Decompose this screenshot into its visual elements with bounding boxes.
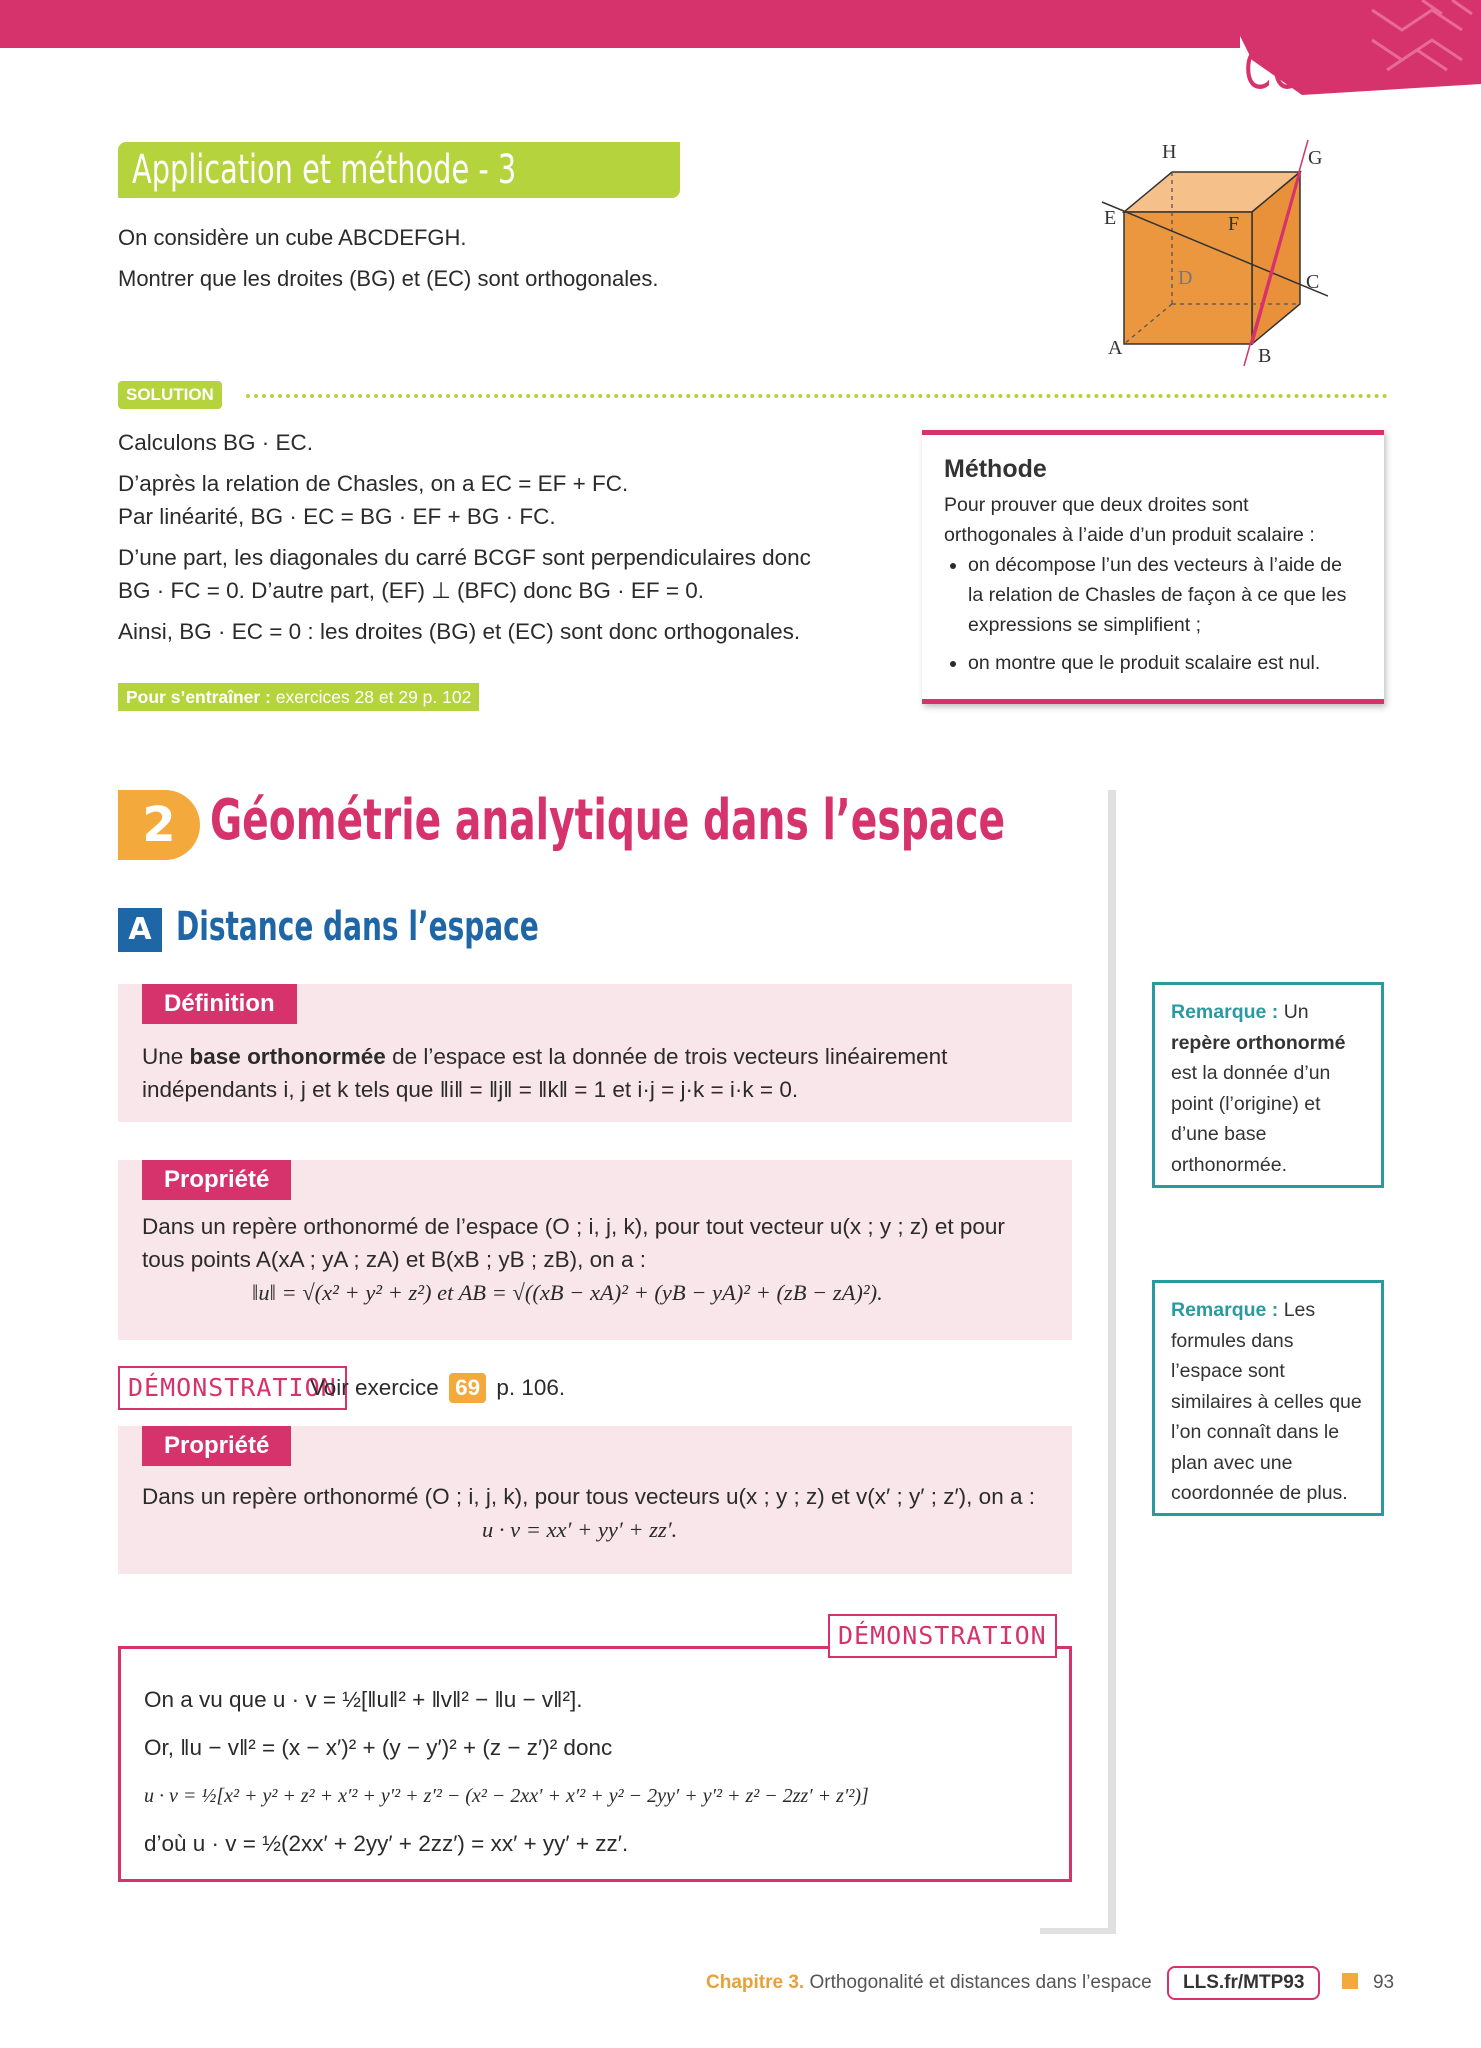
- remark-term: repère orthonormé: [1171, 1031, 1346, 1054]
- section-shadow: [1108, 790, 1116, 1930]
- remark-box: Remarque : Un repère orthonormé est la donnée d’un point (l’origine) et d’une base orthonormée.: [1152, 982, 1384, 1188]
- solution-line-3: Par linéarité, BG · EC = BG · EF + BG · FC.: [118, 504, 556, 529]
- method-title: Méthode: [944, 455, 1047, 483]
- subsection-letter: A: [118, 908, 162, 952]
- section-label: COURS: [1244, 38, 1386, 101]
- demonstration-reference: Voir exercice 69 p. 106.: [310, 1373, 565, 1403]
- solution-divider: [246, 394, 1388, 398]
- solution-tag: SOLUTION: [118, 381, 222, 409]
- method-box: [922, 430, 1384, 704]
- cube-label-h: H: [1162, 141, 1177, 163]
- solution-body: [118, 426, 898, 648]
- training-banner: [118, 683, 479, 711]
- property-text: [142, 1210, 1062, 1309]
- section-title: Géométrie analytique dans l’espace: [210, 788, 1006, 853]
- cube-label-g: G: [1308, 147, 1323, 169]
- property-tag: Propriété: [142, 1160, 291, 1200]
- footer: [706, 1966, 1394, 2000]
- definition-line-1: Une base orthonormée de l’espace est la donnée de trois vecteurs linéairement: [142, 1044, 948, 1069]
- remark-label: Remarque :: [1171, 1001, 1279, 1023]
- footer-chapter: Chapitre 3.: [706, 1972, 805, 1993]
- cube-label-d: D: [1178, 267, 1193, 289]
- footer-chapter-title: Orthogonalité et distances dans l’espace: [809, 1972, 1152, 1993]
- property-line: tous points A(xA ; yA ; zA) et B(xB ; yB ; zB), on a :: [142, 1247, 646, 1272]
- solution-line-1: Calculons BG · EC.: [118, 430, 314, 455]
- cube-label-c: C: [1306, 271, 1320, 293]
- cube-label-b: B: [1258, 345, 1272, 367]
- demonstration-line: On a vu que u · v = ½[‖u‖² + ‖v‖² − ‖u − v‖²].: [144, 1687, 583, 1712]
- cube-label-a: A: [1108, 337, 1123, 359]
- cube-label-e: E: [1104, 207, 1117, 229]
- method-intro: Pour prouver que deux droites sont orthogonales à l’aide d’un produit scalaire :: [944, 494, 1315, 546]
- property-text: [142, 1480, 1062, 1546]
- definition-term: base orthonormée: [189, 1044, 386, 1069]
- demonstration-line: u · v = ½[x² + y² + z² + x′² + y′² + z′² − (x² − 2xx′ + x′² + y² − 2yy′ + y′² + z² − 2zz′ + z′²)]: [144, 1785, 869, 1807]
- remark-box: Remarque : Les formules dans l’espace sont similaires à celles que l’on connaît dans le plan avec une coordonnée de plus.: [1152, 1280, 1384, 1516]
- exercise-badge[interactable]: 69: [449, 1373, 486, 1403]
- demonstration-line: Or, ‖u − v‖² = (x − x′)² + (y − y′)² + (z − z′)² donc: [144, 1735, 613, 1760]
- remark-label: Remarque :: [1171, 1299, 1279, 1321]
- section-number: 2: [118, 790, 200, 860]
- demonstration-line: d’où u · v = ½(2xx′ + 2yy′ + 2zz′) = xx′ + yy′ + zz′.: [144, 1831, 629, 1856]
- page-number: 93: [1372, 1972, 1395, 1993]
- footer-link[interactable]: LLS.fr/MTP93: [1167, 1966, 1320, 2000]
- footer-square-icon: [1342, 1973, 1358, 1989]
- property-formula: u · v = xx′ + yy′ + zz′.: [482, 1517, 678, 1542]
- statement-line-2: Montrer que les droites (BG) et (EC) sont orthogonales.: [118, 266, 659, 291]
- property-formula: ‖u‖ = √(x² + y² + z²) et AB = √((xB − xA)² + (yB − yA)² + (zB − zA)²).: [252, 1280, 883, 1305]
- solution-line-2: D’après la relation de Chasles, on a EC = EF + FC.: [118, 471, 629, 496]
- demonstration-tag: DÉMONSTRATION: [828, 1614, 1057, 1658]
- application-title: Application et méthode - 3: [118, 142, 680, 198]
- method-item: • on montre que le produit scalaire est nul.: [968, 648, 1362, 678]
- section-shadow: [1040, 1928, 1116, 1934]
- solution-line-5: BG · FC = 0. D’autre part, (EF) ⊥ (BFC) donc BG · EF = 0.: [118, 578, 704, 603]
- method-list: [944, 550, 1362, 678]
- definition-text: [142, 1040, 1062, 1106]
- property-tag: Propriété: [142, 1426, 291, 1466]
- demonstration-tag: DÉMONSTRATION: [118, 1366, 347, 1410]
- solution-line-6: Ainsi, BG · EC = 0 : les droites (BG) et (EC) sont donc orthogonales.: [118, 619, 801, 644]
- training-label: Pour s’entraîner :: [126, 687, 271, 707]
- statement-line-1: On considère un cube ABCDEFGH.: [118, 225, 467, 250]
- top-band: [0, 0, 1240, 48]
- definition-tag: Définition: [142, 984, 297, 1024]
- subsection-title: Distance dans l’espace: [176, 904, 539, 950]
- solution-line-4: D’une part, les diagonales du carré BCGF sont perpendiculaires donc: [118, 545, 811, 570]
- training-link[interactable]: exercices 28 et 29 p. 102: [275, 687, 472, 707]
- demonstration-text: [144, 1676, 1064, 1868]
- cube-figure: [1098, 134, 1328, 368]
- property-line: Dans un repère orthonormé (O ; i, j, k), pour tous vecteurs u(x ; y ; z) et v(x′ ; y′ ; z′), on a :: [142, 1484, 1035, 1509]
- cube-label-f: F: [1228, 213, 1240, 235]
- definition-line-2: indépendants i, j et k tels que ‖i‖ = ‖j‖ = ‖k‖ = 1 et i·j = j·k = i·k = 0.: [142, 1077, 799, 1102]
- method-item: • on décompose l’un des vecteurs à l’aide de la relation de Chasles de façon à ce que les expressions se simplifient ;: [968, 550, 1362, 640]
- property-line: Dans un repère orthonormé de l’espace (O ; i, j, k), pour tout vecteur u(x ; y ; z) et pour: [142, 1214, 1005, 1239]
